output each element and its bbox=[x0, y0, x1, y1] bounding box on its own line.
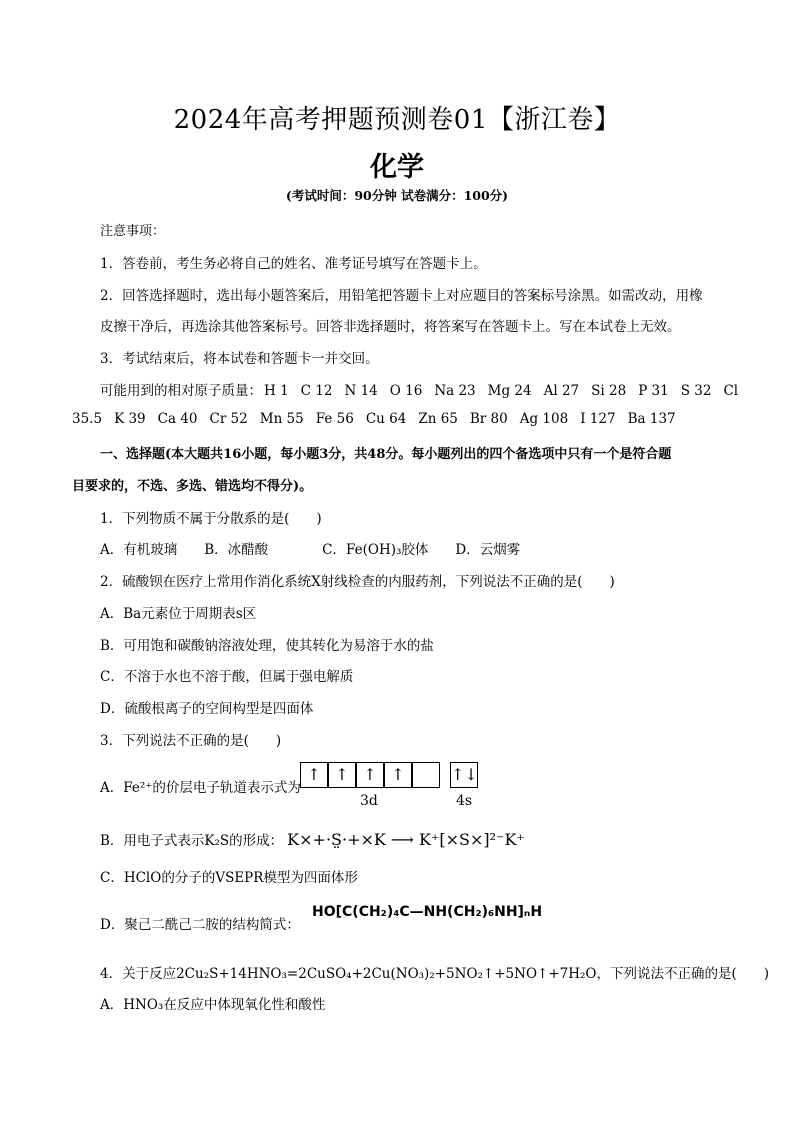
polymer-structure: HO[C(CH₂)₄C—NH(CH₂)₆NH]ₙH bbox=[312, 904, 543, 920]
atomic-mass-line-1: 可能用到的相对原子质量： H 1 C 12 N 14 O 16 Na 23 Mg 24 Al 27 Si 28 P 31 S 32 Cl bbox=[100, 379, 730, 399]
question-3-option-c: C．HClO的分子的VSEPR模型为四面体形 bbox=[100, 870, 358, 886]
question-2-option-a: A．Ba元素位于周期表s区 bbox=[100, 606, 257, 622]
question-3-option-a: A．Fe²⁺的价层电子轨道表示式为 bbox=[100, 780, 301, 796]
exam-title: 2024年高考押题预测卷01【浙江卷】 bbox=[173, 105, 621, 135]
question-2-stem: 2．硫酸钡在医疗上常用作消化系统X射线检查的内服药剂，下列说法不正确的是( ) bbox=[100, 574, 615, 590]
orbital-3d-box-5 bbox=[412, 762, 440, 788]
atomic-mass-line-2: 35.5 K 39 Ca 40 Cr 52 Mn 55 Fe 56 Cu 64 Zn 65 Br 80 Ag 108 I 127 Ba 137 bbox=[72, 411, 676, 427]
orbital-3d-box-2: ↑ bbox=[328, 762, 356, 788]
option-b-text: B．用电子式表示K₂S的形成： bbox=[100, 833, 284, 849]
question-1-stem: 1．下列物质不属于分散系的是( ) bbox=[100, 511, 322, 527]
question-4-stem: 4．关于反应2Cu₂S+14HNO₃=2CuSO₄+2Cu(NO₃)₂+5NO₂↑+5NO↑+7H₂O，下列说法不正确的是( ) bbox=[100, 966, 770, 982]
time-note: (考试时间：90分钟 试卷满分：100分) bbox=[285, 188, 509, 203]
question-3-option-b bbox=[100, 829, 730, 849]
question-4-option-a: A．HNO₃在反应中体现氧化性和酸性 bbox=[100, 997, 326, 1013]
section-1-heading-cont: 目要求的，不选、多选、错选均不得分)。 bbox=[72, 479, 313, 494]
question-3-option-d: D．聚己二酰己二胺的结构简式： bbox=[100, 917, 300, 933]
orbital-4s-box: ↑↓ bbox=[450, 762, 478, 788]
question-3-stem: 3．下列说法不正确的是( ) bbox=[100, 733, 282, 749]
orbital-3d-box-1: ↑ bbox=[300, 762, 328, 788]
notice-item-2-cont: 皮擦干净后，再选涂其他答案标号。回答非选择题时，将答案写在答题卡上。写在本试卷上无效。 bbox=[100, 319, 681, 335]
orbital-3d-box-4: ↑ bbox=[384, 762, 412, 788]
notice-item-1: 1．答卷前，考生务必将自己的姓名、准考证号填写在答题卡上。 bbox=[100, 256, 487, 272]
notice-item-3: 3．考试结束后，将本试卷和答题卡一并交回。 bbox=[100, 351, 379, 367]
question-2-option-d: D．硫酸根离子的空间构型是四面体 bbox=[100, 701, 314, 717]
subject-title: 化学 bbox=[370, 152, 424, 183]
orbital-label-4s: 4s bbox=[456, 793, 473, 809]
question-2-option-b: B．可用饱和碳酸钠溶液处理，使其转化为易溶于水的盐 bbox=[100, 638, 434, 654]
orbital-3d-box-3: ↑ bbox=[356, 762, 384, 788]
question-1-options: A．有机玻璃 B．冰醋酸 C．Fe(OH)₃胶体 D．云烟雾 bbox=[100, 542, 521, 558]
question-2-option-c: C．不溶于水也不溶于酸，但属于强电解质 bbox=[100, 669, 354, 685]
notice-item-2: 2．回答选择题时，选出每小题答案后，用铅笔把答题卡上对应题目的答案标号涂黑。如需改动，用橡 bbox=[100, 288, 703, 304]
electron-formula: K×+·S̤·+×K ⟶ K⁺[×S×]²⁻K⁺ bbox=[287, 830, 525, 849]
notice-heading: 注意事项： bbox=[100, 224, 166, 239]
orbital-label-3d: 3d bbox=[360, 793, 378, 809]
section-1-heading: 一、选择题(本大题共16小题，每小题3分，共48分。每小题列出的四个备选项中只有一个是符合题 bbox=[100, 447, 672, 462]
atomic-mass-label: 可能用到的相对原子质量： bbox=[100, 383, 262, 399]
